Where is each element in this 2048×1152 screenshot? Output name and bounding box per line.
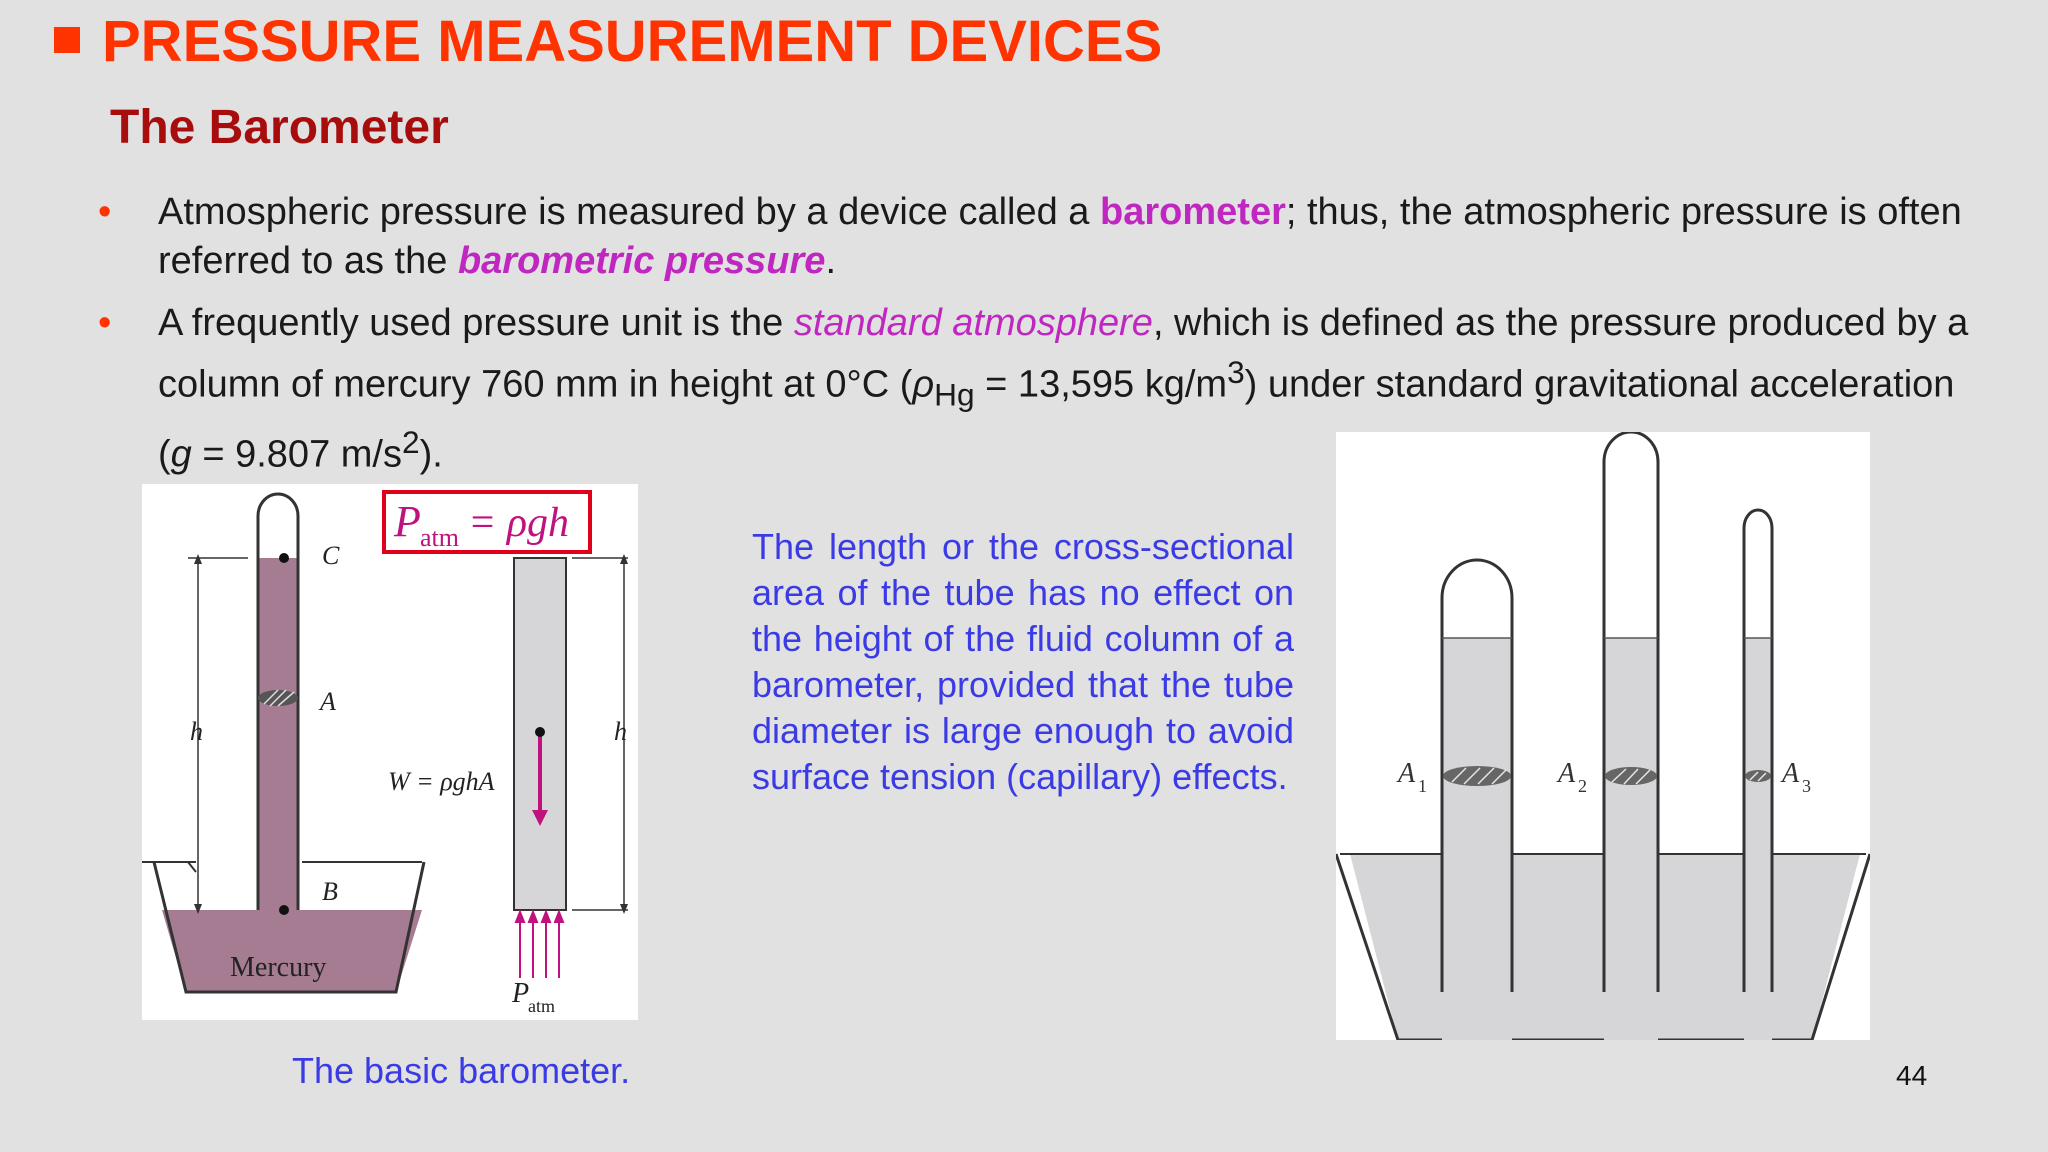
- tube-1-fluid: [1442, 638, 1512, 1040]
- bullet-dot-icon: •: [98, 191, 112, 233]
- rho-symbol: ρ: [912, 363, 935, 406]
- label-weight: W = ρghA: [388, 767, 495, 796]
- three-tubes-figure: [1336, 432, 1870, 1040]
- label-a2-sub: 2: [1578, 776, 1587, 796]
- slide-title: PRESSURE MEASUREMENT DEVICES: [54, 8, 1162, 75]
- square-bullet-icon: [54, 27, 80, 53]
- label-h-left: h: [190, 717, 203, 746]
- rho-subscript: Hg: [934, 375, 975, 412]
- label-h-right: h: [614, 717, 627, 746]
- basic-barometer-figure: [142, 484, 638, 1020]
- superscript-3: 3: [1227, 353, 1245, 390]
- tube-2-fluid: [1604, 638, 1658, 1040]
- label-c: C: [322, 541, 340, 570]
- formula-rest: = ρgh: [468, 500, 570, 546]
- keyword-standard-atmosphere: standard atmosphere: [793, 302, 1153, 344]
- label-mercury: Mercury: [230, 952, 327, 983]
- label-a2: A: [1558, 758, 1576, 789]
- label-a1-sub: 1: [1418, 776, 1427, 796]
- barometer-note: The length or the cross-sectional area of the tube has no effect on the height of the fluid column of a barometer, provided that the tube diameter is large enough to avoid surface tension (capillary) effects.: [752, 526, 1294, 797]
- basic-barometer-drawing: [142, 484, 638, 1020]
- label-patm-sub: atm: [528, 996, 555, 1016]
- label-patm: P: [512, 978, 530, 1009]
- page-number: 44: [1896, 1060, 1928, 1091]
- superscript-2: 2: [401, 424, 420, 461]
- label-a3-sub: 3: [1802, 776, 1811, 796]
- slide-subtitle: The Barometer: [110, 101, 449, 154]
- mercury-column: [258, 558, 298, 910]
- patm-arrows: [516, 912, 563, 978]
- label-b: B: [322, 877, 338, 906]
- tube-3-fluid: [1744, 638, 1772, 1040]
- three-tubes-drawing: [1336, 432, 1870, 1040]
- keyword-barometric-pressure: barometric pressure: [457, 239, 826, 282]
- keyword-barometer: barometer: [1100, 191, 1286, 233]
- bullet-dot-icon: •: [98, 302, 112, 344]
- point-b: [279, 905, 289, 915]
- bullet-item-2: • A frequently used pressure unit is the standard atmosphere, which is defined as the pressure produced by a column of mercury 760 mm in height at 0°C ($\rho_{Hg} = 13,595$ $kg/m^3$) under standard gravitational acceleration (g = 9.807 $m/s^2$).: [94, 299, 1994, 479]
- label-a3: A: [1782, 758, 1800, 789]
- point-c: [279, 553, 289, 563]
- label-a: A: [320, 687, 336, 716]
- figure-caption: The basic barometer.: [292, 1050, 631, 1091]
- formula-p: P: [394, 497, 421, 546]
- label-a1: A: [1398, 758, 1416, 789]
- g-symbol: g: [170, 433, 192, 476]
- formula-sub: atm: [420, 523, 459, 552]
- bullet-item-1: • Atmospheric pressure is measured by a device called a barometer; thus, the atmospheric pressure is often referred to as the barometric pressure.: [94, 188, 1994, 285]
